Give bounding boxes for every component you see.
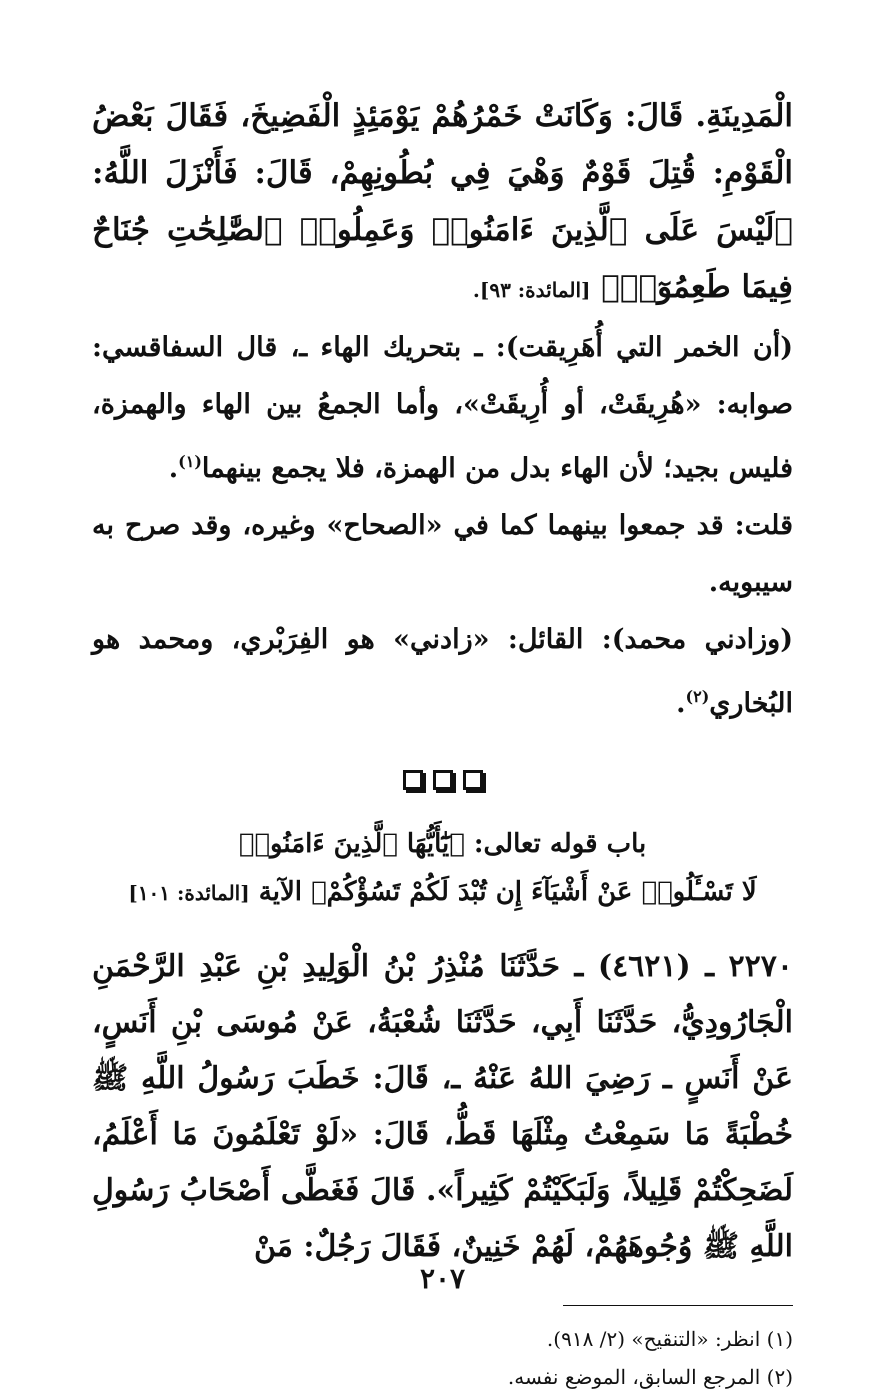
paragraph-commentary-1: (أن الخمر التي أُهَرِيقت): ـ بتحريك الهاء ـ، قال السفاقسي: صوابه: «هُرِيقَتْ، أو أُرِيقَتْ»، وأما الجمعُ بين الهاء والهمزة، فليس بجيد؛ لأن الهاء بدل من الهمزة، فلا يجمع بينهما$^{(١)}$. (92, 332, 793, 484)
section-divider-squares (92, 770, 793, 790)
paragraph-2-text: (أن الخمر التي أُهَرِيقت): ـ بتحريك الهاء ـ، قال السفاقسي: صوابه: «هُرِيقَتْ، أو أُرِيقَتْ»، وأما الجمعُ بين الهاء والهمزة، فليس بجيد؛ لأن الهاء بدل من الهمزة، فلا يجمع بينهما (92, 332, 793, 484)
page-number: ٢٠٧ (419, 1262, 466, 1295)
paragraph-quran-quote (92, 88, 793, 319)
chapter-title-line-1: باب قوله تعالى: ﴿يَٰٓأَيُّهَا ٱلَّذِينَ ءَامَنُوا۟ (238, 829, 647, 859)
footnote-marker-2: (٢) (685, 687, 710, 706)
paragraph-commentary-3: (وزادني محمد): القائل: «زادني» هو الفِرَبْري، ومحمد هو البُخاري$^{(٢)}$. (92, 624, 793, 719)
main-text (92, 88, 793, 732)
paragraph-1-text: الْمَدِينَةِ. قَالَ: وَكَانَتْ خَمْرُهُمْ يَوْمَئِذٍ الْفَضِيخَ، فَقَالَ بَعْضُ الْقَوْمِ: قُتِلَ قَوْمٌ وَهْيَ فِي بُطُونِهِمْ، قَالَ: فَأَنْزَلَ اللَّهُ: ﴿لَيْسَ عَلَى ٱلَّذِينَ ءَامَنُوا۟ وَعَمِلُوا۟ ٱلصَّٰلِحَٰتِ جُنَاحٌ فِيمَا طَعِمُوٓا۟﴾ (92, 98, 793, 305)
chapter-verse-tail: الآية (258, 877, 303, 907)
verse-reference-1: [المائدة: ٩٣]. (472, 278, 591, 302)
hadith-text: ٢٢٧٠ ـ (٤٦٢١) ـ حَدَّثَنَا مُنْذِرُ بْنُ الْوَلِيدِ بْنِ عَبْدِ الرَّحْمَنِ الْجَارُودِيُّ، حَدَّثَنَا أَبِي، حَدَّثَنَا شُعْبَةُ، عَنْ مُوسَى بْنِ أَنَسٍ، عَنْ أَنَسٍ ـ رَضِيَ اللهُ عَنْهُ ـ، قَالَ: خَطَبَ رَسُولُ اللَّهِ ﷺ خُطْبَةً مَا سَمِعْتُ مِثْلَهَا قَطُّ، قَالَ: «لَوْ تَعْلَمُونَ مَا أَعْلَمُ، لَضَحِكْتُمْ قَلِيلاً، وَلَبَكَيْتُمْ كَثِيراً». قَالَ فَغَطَّى أَصْحَابُ رَسُولِ اللَّهِ ﷺ وُجُوهَهُمْ، لَهُمْ خَنِينٌ، فَقَالَ رَجُلٌ: مَنْ (92, 949, 793, 1264)
footnote-separator (563, 1305, 793, 1306)
divider-square-icon (433, 770, 453, 790)
footnote-2: (٢) المرجع السابق، الموضع نفسه. (507, 1365, 793, 1389)
paragraph-4-text: (وزادني محمد): القائل: «زادني» هو الفِرَبْري، ومحمد هو البُخاري (92, 624, 793, 719)
chapter-verse-reference: [المائدة: ١٠١] (128, 881, 250, 905)
footnote-1: (١) انظر: «التنقيح» (٢/ ٩١٨). (546, 1327, 793, 1351)
chapter-verse: لَا تَسْـَٔلُوا۟ عَنْ أَشْيَآءَ إِن تُبْدَ لَكُمْ تَسُؤْكُمْ﴾ (311, 877, 757, 907)
footnote-marker-1: (١) (178, 452, 202, 471)
divider-square-icon (463, 770, 483, 790)
divider-square-icon (403, 770, 423, 790)
paragraph-commentary-2: قلت: قد جمعوا بينهما كما في «الصحاح» وغيره، وقد صرح به سيبويه. (92, 510, 793, 598)
chapter-title-line-2 (92, 868, 793, 917)
